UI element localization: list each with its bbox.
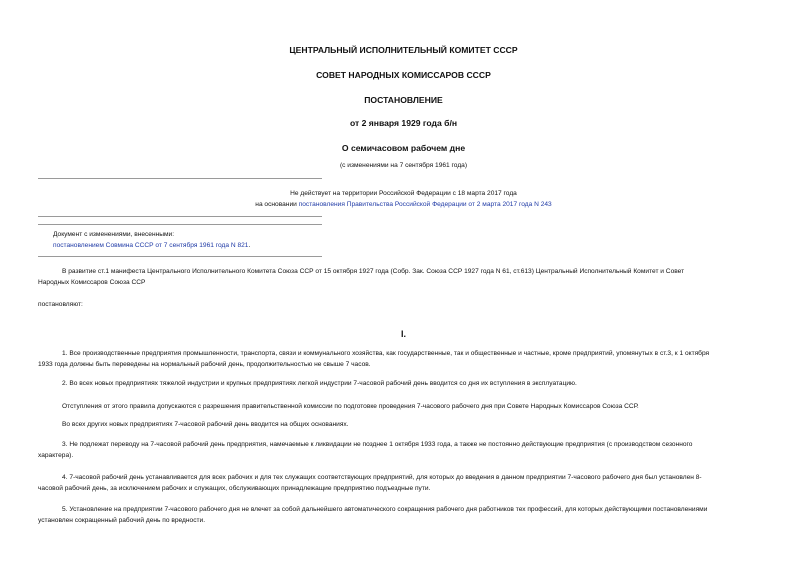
status-line-1: Не действует на территории Российской Федерации с 18 марта 2017 года: [290, 190, 517, 197]
paragraph-4: [38, 473, 773, 495]
document-title: О семичасовом рабочем дне: [341, 143, 466, 153]
paragraph-2: [38, 379, 577, 390]
p1-line-2: 1933 года должны быть переведены на нормальный рабочий день, продолжительностью не свыше 7 часов.: [38, 360, 371, 368]
paragraph-2-other: [38, 420, 349, 431]
changes-label: Документ с изменениями, внесенными:: [53, 231, 175, 238]
changes-line: [53, 241, 353, 252]
status-note: [0, 188, 807, 210]
section-heading: I.: [400, 329, 406, 339]
paragraph-2-exception: [38, 402, 639, 413]
status-prefix: на основании: [255, 201, 297, 208]
divider: [38, 256, 322, 257]
issuer-cik: ЦЕНТРАЛЬНЫЙ ИСПОЛНИТЕЛЬНЫЙ КОМИТЕТ СССР: [289, 45, 518, 55]
decree-word: постановляют:: [38, 301, 83, 308]
p4-line-2: часовой рабочий день, за исключением рабочих и служащих, обслуживающих принадлежащие предприятию подъездные пути.: [38, 484, 431, 492]
p5-line-1: 5. Установление на предприятии 7-часового рабочего дня не влечет за собой дальнейшего автоматического сокращения рабочего дня работников тех профессий, для которых действующими постановлениями: [62, 506, 708, 513]
divider: [38, 178, 322, 179]
p3-line-2: характера).: [38, 451, 74, 459]
amendment-note: (с изменениями на 7 сентября 1961 года): [339, 162, 468, 169]
paragraph-5: [38, 505, 773, 527]
intro-paragraph: [38, 267, 773, 289]
p5-line-2: установлен сокращенный рабочий день по вредности.: [38, 516, 206, 524]
issuer-snk: СОВЕТ НАРОДНЫХ КОМИССАРОВ СССР: [316, 70, 491, 80]
intro-line-2: Народных Комиссаров Союза ССР: [38, 278, 146, 286]
p3-line-1: 3. Не подлежат переводу на 7-часовой рабочий день предприятия, намечаемые к ликвидации не позднее 1 октября 1933 года, а также не постоянно действующие предприятия (с производством сезонного: [62, 441, 693, 448]
divider: [38, 224, 322, 225]
p2-text: 2. Во всех новых предприятиях тяжелой индустрии и крупных предприятиях легкой индустрии 7-часовой рабочий день вводится со дня их вступления в эксплуатацию.: [62, 380, 577, 387]
document-date: от 2 января 1929 года б/н: [349, 118, 458, 128]
document-type: ПОСТАНОВЛЕНИЕ: [364, 95, 443, 105]
changes-suffix: .: [248, 241, 251, 249]
p2a-text: Отступления от этого правила допускаются с разрешения правительственной комиссии по подготовке проведения 7-часового рабочего дня при Совете Народных Комиссаров Союза ССР.: [62, 403, 639, 410]
repeal-decree-link[interactable]: постановления Правительства Российской Федерации от 2 марта 2017 года N 243: [298, 201, 552, 208]
p1-line-1: 1. Все производственные предприятия промышленности, транспорта, связи и коммунального хозяйства, как государственные, так и общественные и частные, кроме предприятий, упомянутых в ст.3, к 1 октября: [62, 350, 710, 357]
intro-line-1: В развитие ст.1 манифеста Центрального Исполнительного Комитета Союза ССР от 15 октября 1927 года (Собр. Зак. Союза ССР 1927 года N 61, ст.613) Центральный Исполнительный Комитет и Совет: [62, 268, 685, 275]
changes-block: [53, 230, 353, 252]
p4-line-1: 4. 7-часовой рабочий день устанавливается для всех рабочих и для тех служащих соответствующих предприятий, для которых до введения в данном предприятии 7-часового рабочего дня был установлен 8-: [62, 474, 702, 481]
paragraph-1: [38, 349, 773, 371]
status-line-2: [0, 199, 807, 210]
paragraph-3: [38, 440, 773, 462]
amending-decree-link[interactable]: постановлением Совмина СССР от 7 сентября 1961 года N 821: [53, 241, 249, 249]
p2b-text: Во всех других новых предприятиях 7-часовой рабочий день вводится на общих основаниях.: [62, 421, 349, 428]
divider: [38, 216, 322, 217]
